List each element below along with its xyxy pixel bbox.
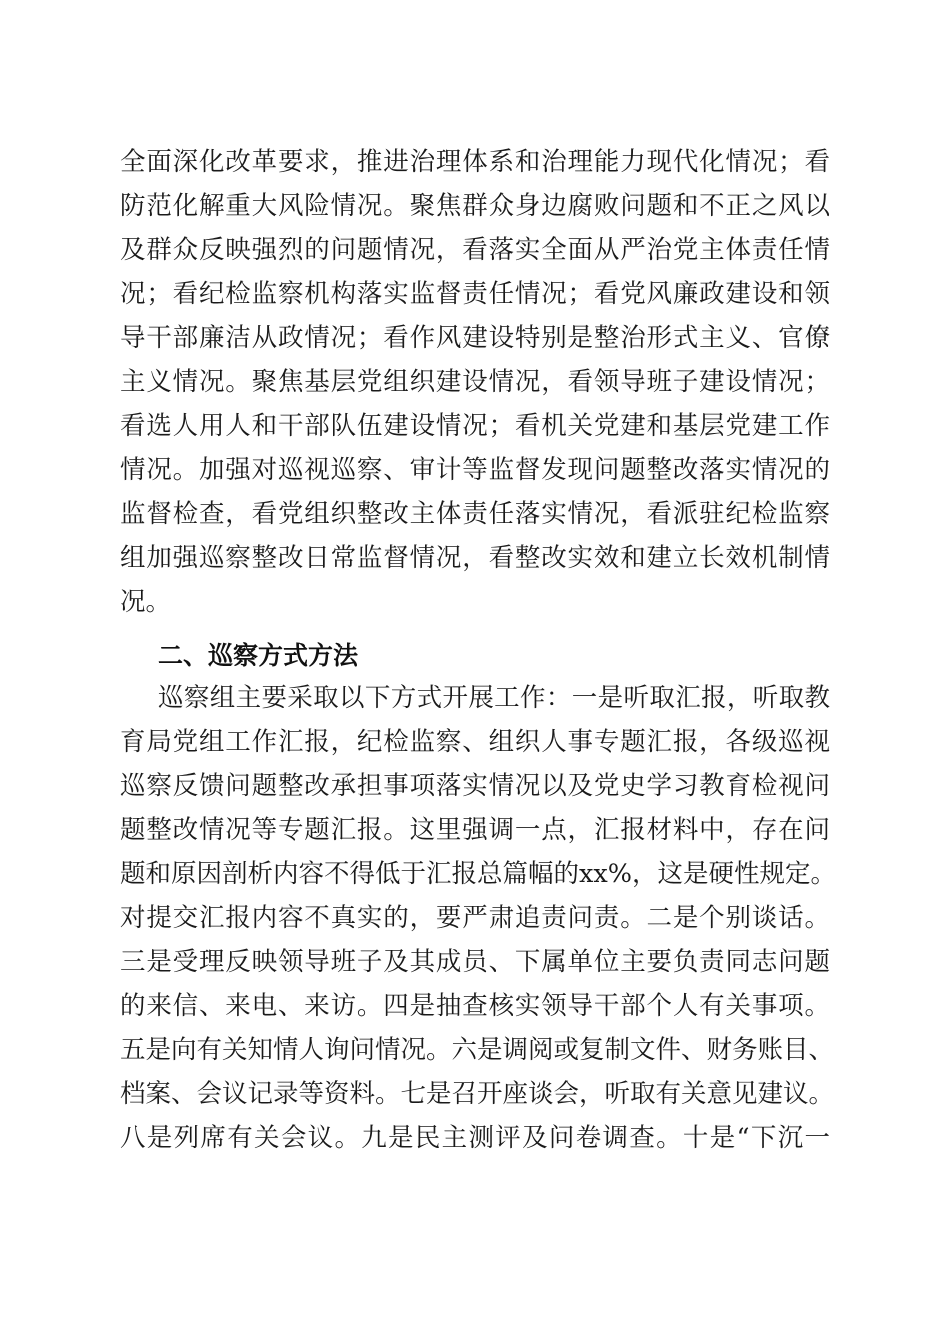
paragraph-1-line-8: 情况。加强对巡视巡察、审计等监督发现问题整改落实情况的 bbox=[120, 455, 830, 485]
paragraph-2-line-1: 巡察组主要采取以下方式开展工作：一是听取汇报，听取教 bbox=[158, 683, 830, 713]
paragraph-1-line-7: 看选人用人和干部队伍建设情况；看机关党建和基层党建工作 bbox=[120, 411, 830, 441]
paragraph-2-line-8: 的来信、来电、来访。四是抽查核实领导干部个人有关事项。 bbox=[120, 991, 830, 1021]
paragraph-2-line-6: 对提交汇报内容不真实的，要严肃追责问责。二是个别谈话。 bbox=[120, 903, 830, 933]
paragraph-1-line-1: 全面深化改革要求，推进治理体系和治理能力现代化情况；看 bbox=[120, 147, 830, 177]
section-heading: 二、巡察方式方法 bbox=[158, 641, 359, 670]
paragraph-1-line-4: 况；看纪检监察机构落实监督责任情况；看党风廉政建设和领 bbox=[120, 279, 830, 309]
paragraph-1-line-9: 监督检查，看党组织整改主体责任落实情况，看派驻纪检监察 bbox=[120, 499, 830, 529]
paragraph-2-line-5: 题和原因剖析内容不得低于汇报总篇幅的xx%，这是硬性规定。 bbox=[120, 859, 836, 889]
paragraph-1-line-11: 况。 bbox=[120, 587, 172, 617]
paragraph-1-line-3: 及群众反映强烈的问题情况，看落实全面从严治党主体责任情 bbox=[120, 235, 830, 265]
paragraph-2-line-11: 八是列席有关会议。九是民主测评及问卷调查。十是“下沉一 bbox=[120, 1123, 830, 1153]
paragraph-2-line-9: 五是向有关知情人询问情况。六是调阅或复制文件、财务账目、 bbox=[120, 1035, 835, 1065]
paragraph-2-line-2: 育局党组工作汇报，纪检监察、组织人事专题汇报，各级巡视 bbox=[120, 727, 830, 757]
paragraph-2-line-4: 题整改情况等专题汇报。这里强调一点，汇报材料中，存在问 bbox=[120, 815, 830, 845]
paragraph-1-line-5: 导干部廉洁从政情况；看作风建设特别是整治形式主义、官僚 bbox=[120, 323, 830, 353]
paragraph-2-line-7: 三是受理反映领导班子及其成员、下属单位主要负责同志问题 bbox=[120, 947, 830, 977]
paragraph-1-line-10: 组加强巡察整改日常监督情况，看整改实效和建立长效机制情 bbox=[120, 543, 830, 573]
paragraph-1-line-6: 主义情况。聚焦基层党组织建设情况，看领导班子建设情况； bbox=[120, 367, 830, 397]
paragraph-2-line-10: 档案、会议记录等资料。七是召开座谈会，听取有关意见建议。 bbox=[120, 1079, 835, 1109]
paragraph-2-line-3: 巡察反馈问题整改承担事项落实情况以及党史学习教育检视问 bbox=[120, 771, 830, 801]
paragraph-1-line-2: 防范化解重大风险情况。聚焦群众身边腐败问题和不正之风以 bbox=[120, 191, 830, 221]
